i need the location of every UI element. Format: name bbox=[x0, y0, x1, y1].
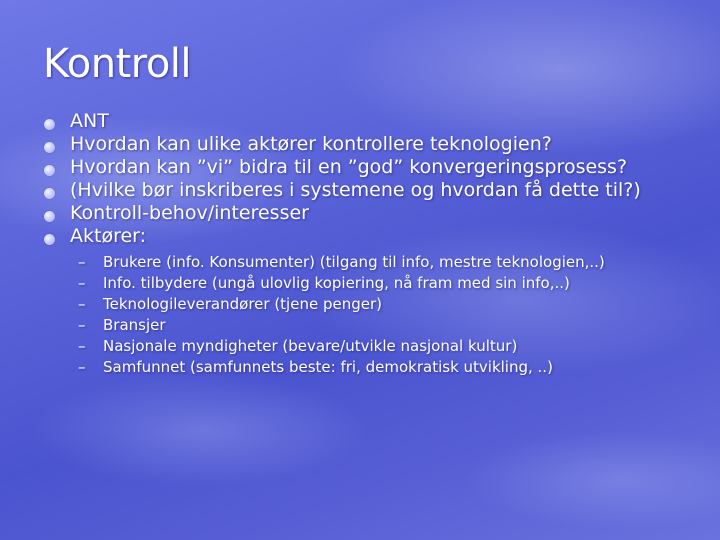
bullet-text: (Hvilke bør inskriberes i systemene og hvordan få dette til?) bbox=[70, 179, 641, 201]
bullet-text: Aktører: bbox=[70, 225, 147, 247]
dash-icon: – bbox=[78, 316, 86, 334]
sub-bullet-text: Samfunnet (samfunnets beste: fri, demokratisk utvikling, ..) bbox=[103, 358, 553, 376]
bullet-list bbox=[0, 112, 720, 382]
sub-bullet-text: Nasjonale myndigheter (bevare/utvikle nasjonal kultur) bbox=[103, 337, 518, 355]
sub-bullet-list bbox=[70, 252, 680, 378]
bullet-item bbox=[0, 135, 720, 154]
bullet-dot-icon bbox=[44, 165, 55, 176]
bullet-text: Hvordan kan ”vi” bidra til en ”god” konvergeringsprosess? bbox=[70, 156, 628, 178]
bullet-item bbox=[0, 227, 720, 378]
sub-bullet-item bbox=[70, 336, 680, 357]
dash-icon: – bbox=[78, 358, 86, 376]
bullet-dot-icon bbox=[44, 234, 55, 245]
dash-icon: – bbox=[78, 337, 86, 355]
dash-icon: – bbox=[78, 274, 86, 292]
bullet-text: ANT bbox=[70, 110, 109, 132]
sub-bullet-item bbox=[70, 252, 680, 273]
sub-bullet-text: Info. tilbydere (ungå ulovlig kopiering, nå fram med sin info,..) bbox=[103, 274, 570, 292]
bullet-dot-icon bbox=[44, 119, 55, 130]
bullet-dot-icon bbox=[44, 188, 55, 199]
slide-title: Kontroll bbox=[43, 41, 192, 87]
bullet-item bbox=[0, 181, 720, 200]
bullet-dot-icon bbox=[44, 142, 55, 153]
sub-bullet-text: Teknologileverandører (tjene penger) bbox=[103, 295, 382, 313]
sub-bullet-item bbox=[70, 273, 680, 294]
sub-bullet-text: Brukere (info. Konsumenter) (tilgang til info, mestre teknologien,..) bbox=[103, 253, 605, 271]
bullet-text: Kontroll-behov/interesser bbox=[70, 202, 309, 224]
sub-bullet-item bbox=[70, 357, 680, 378]
bullet-dot-icon bbox=[44, 211, 55, 222]
sub-bullet-item bbox=[70, 294, 680, 315]
bullet-item bbox=[0, 158, 720, 177]
bullet-item bbox=[0, 112, 720, 131]
bullet-item bbox=[0, 204, 720, 223]
dash-icon: – bbox=[78, 295, 86, 313]
dash-icon: – bbox=[78, 253, 86, 271]
bullet-text: Hvordan kan ulike aktører kontrollere teknologien? bbox=[70, 133, 552, 155]
sub-bullet-item bbox=[70, 315, 680, 336]
sub-bullet-text: Bransjer bbox=[103, 316, 166, 334]
